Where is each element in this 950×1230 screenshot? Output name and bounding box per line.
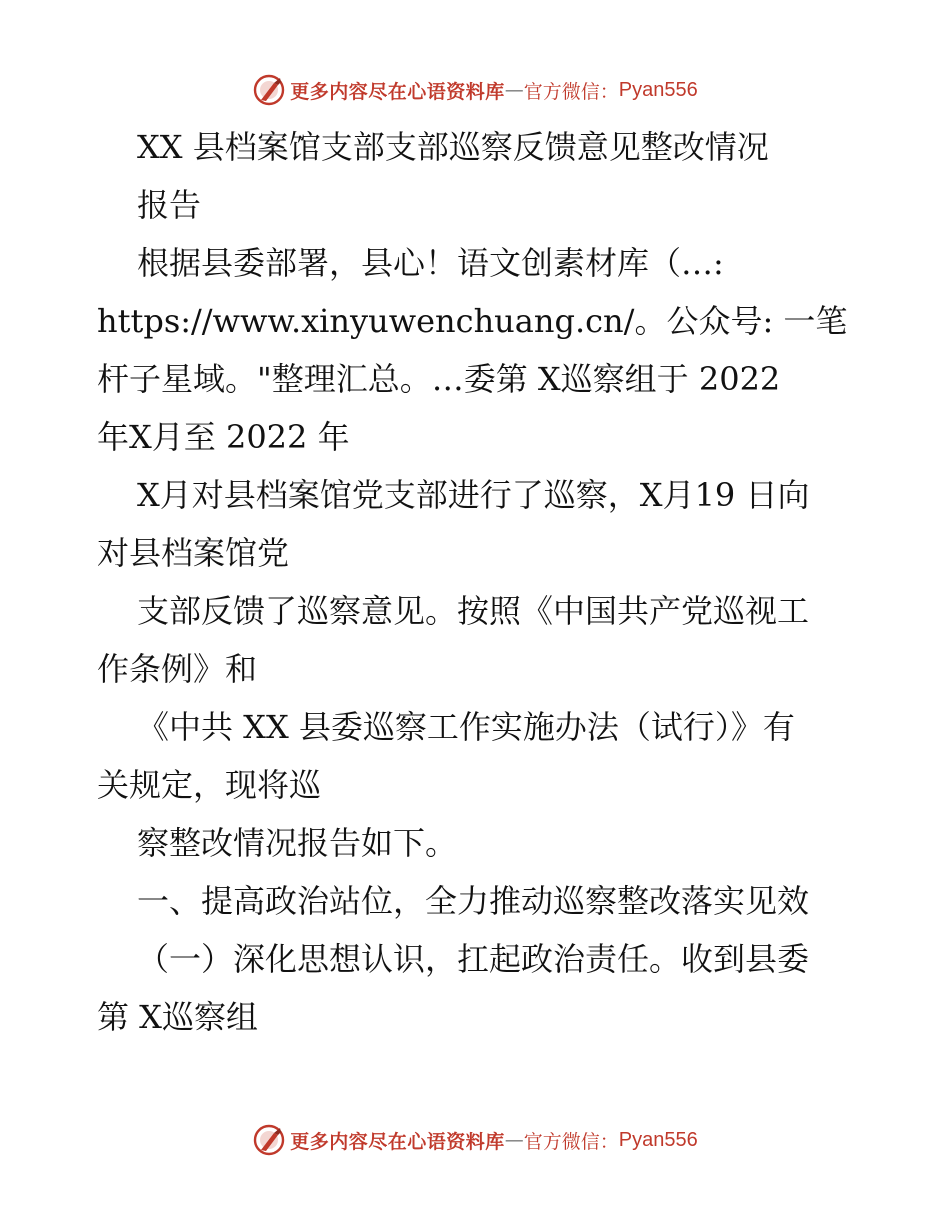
document-line: 支部反馈了巡察意见。按照《中国共产党巡视工	[137, 592, 810, 630]
header-watermark-banner	[0, 70, 950, 110]
watermark-main-text: 更多内容尽在心语资料库	[290, 1130, 505, 1153]
watermark-wechat-id: Pyan556	[618, 1128, 698, 1151]
document-line: 作条例》和	[97, 650, 258, 688]
watermark-main-text: 更多内容尽在心语资料库	[290, 80, 505, 103]
document-line: XX 县档案馆支部支部巡察反馈意见整改情况	[137, 128, 769, 166]
document-line: 第 X巡察组	[97, 998, 258, 1036]
quill-pen-logo-icon	[252, 73, 286, 107]
document-line: 报告	[137, 186, 202, 224]
document-line: （一）深化思想认识，扛起政治责任。收到县委	[137, 940, 810, 978]
quill-pen-logo-icon	[252, 1123, 286, 1157]
document-line: 根据县委部署，县心！语文创素材库（…:	[137, 244, 724, 282]
document-line: https://www.xinyuwenchuang.cn/。公众号: 一笔	[97, 302, 848, 340]
document-line: X月对县档案馆党支部进行了巡察，X月19 日向	[137, 476, 810, 514]
document-line: 年X月至 2022 年	[97, 418, 350, 456]
document-line: 《中共 XX 县委巡察工作实施办法（试行）》有	[137, 708, 795, 746]
watermark-separator: —	[504, 79, 524, 101]
document-line: 察整改情况报告如下。	[137, 824, 458, 862]
document-body	[97, 118, 857, 1046]
watermark-separator: —	[504, 1129, 524, 1151]
document-line: 一、提高政治站位，全力推动巡察整改落实见效	[137, 882, 810, 920]
watermark-sub-text: 官方微信：	[523, 80, 619, 103]
document-line: 杆子星域。"整理汇总。…委第 X巡察组于 2022	[97, 360, 781, 398]
document-line: 关规定，现将巡	[97, 766, 322, 804]
watermark-wechat-id: Pyan556	[618, 78, 698, 101]
footer-watermark-banner	[0, 1120, 950, 1160]
watermark-sub-text: 官方微信：	[523, 1130, 619, 1153]
document-line: 对县档案馆党	[97, 534, 290, 572]
